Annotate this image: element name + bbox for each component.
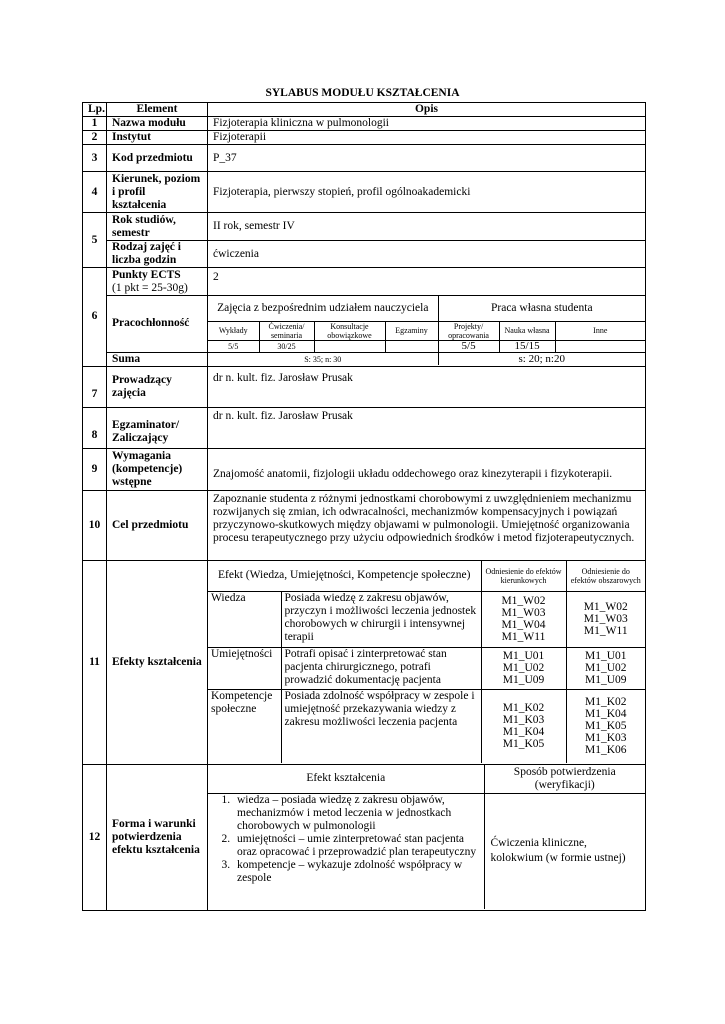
outcome-row bbox=[208, 591, 645, 647]
table-row bbox=[83, 490, 646, 560]
table-row bbox=[83, 131, 646, 145]
row-number: 10 bbox=[83, 490, 107, 560]
code: M1_U09 bbox=[584, 674, 627, 686]
col-wyklady: Wykłady bbox=[208, 321, 259, 340]
col-inne: Inne bbox=[555, 321, 645, 340]
col-egzaminy: Egzaminy bbox=[385, 321, 438, 340]
ects-label: Punkty ECTS bbox=[112, 268, 181, 281]
row-element: Cel przedmiotu bbox=[107, 490, 208, 560]
outcome-header: Efekt (Wiedza, Umiejętności, Kompetencje społeczne) bbox=[208, 561, 481, 591]
row-element: Kierunek, poziom i profil kształcenia bbox=[107, 172, 208, 213]
code: M1_K03 bbox=[502, 714, 545, 727]
outcome-category: Kompetencje społeczne bbox=[208, 689, 281, 763]
effect-list bbox=[211, 794, 481, 885]
verification-method: Ćwiczenia kliniczne, kolokwium (w formie ustnej) bbox=[484, 793, 645, 909]
outcome-row bbox=[208, 689, 645, 763]
code: M1_K02 bbox=[584, 696, 627, 709]
val-inne bbox=[555, 340, 645, 352]
own-work-header: Praca własna studenta bbox=[438, 296, 645, 321]
sum-cell bbox=[208, 352, 646, 366]
col-projekty: Projekty/ opracowania bbox=[438, 321, 499, 340]
code: M1_W11 bbox=[583, 625, 628, 637]
learning-outcomes-cell bbox=[208, 560, 646, 764]
code: M1_K04 bbox=[584, 708, 627, 721]
row-element: Wymagania (kompetencje) wstępne bbox=[107, 448, 208, 490]
table-row bbox=[83, 268, 646, 296]
table-row bbox=[83, 352, 646, 366]
table-row bbox=[83, 145, 646, 172]
outcome-category: Wiedza bbox=[208, 591, 281, 647]
code: M1_K03 bbox=[584, 732, 627, 745]
document-title: SYLABUS MODUŁU KSZTAŁCENIA bbox=[265, 87, 460, 99]
row-element: Rodzaj zajęć i liczba godzin bbox=[107, 241, 208, 268]
row-number: 12 bbox=[83, 764, 107, 910]
row-element: Pracochłonność bbox=[107, 296, 208, 353]
row-element: Forma i warunki potwierdzenia efektu kształcenia bbox=[107, 764, 208, 910]
table-header-row bbox=[83, 103, 646, 117]
list-item: 1. wiedza – posiada wiedzę z zakresu objawów, mechanizmów i metod leczenia w jednostkach chorobowych w pulmonologii bbox=[233, 794, 481, 833]
code: M1_W11 bbox=[501, 631, 546, 643]
area-codes bbox=[566, 591, 645, 647]
list-item: 3. kompetencje – wykazuje zdolność współpracy w zespole bbox=[233, 859, 481, 885]
outcome-description: Potrafi opisać i zinterpretować stan pacjenta chirurgicznego, potrafi prowadzić dokumentację pacjenta bbox=[281, 647, 481, 689]
row-element: Rok studiów, semestr bbox=[107, 213, 208, 241]
list-item: 2. umiejętności – umie zinterpretować stan pacjenta oraz opracować i przeprowadzić plan terapeutyczny bbox=[233, 833, 481, 859]
code: M1_K02 bbox=[502, 702, 545, 715]
table-row bbox=[83, 172, 646, 213]
table-row bbox=[83, 117, 646, 131]
row-description: Znajomość anatomii, fizjologii układu oddechowego oraz kinezyterapii i fizykoterapii. bbox=[208, 448, 646, 490]
code: M1_U09 bbox=[502, 674, 545, 686]
col-nauka: Nauka własna bbox=[499, 321, 555, 340]
row-description: dr n. kult. fiz. Jarosław Prusak bbox=[208, 407, 646, 448]
val-wyklady: 5/5 bbox=[208, 340, 259, 352]
code: M1_W02 bbox=[501, 595, 546, 607]
sum-table bbox=[208, 353, 645, 365]
row-element: Suma bbox=[107, 352, 208, 366]
direction-codes bbox=[481, 689, 566, 763]
contact-hours-header: Zajęcia z bezpośrednim udziałem nauczyciela bbox=[208, 296, 438, 321]
row-description: 2 bbox=[208, 268, 646, 296]
row-element: Nazwa modułu bbox=[107, 117, 208, 131]
sum-own: s: 20; n:20 bbox=[438, 353, 645, 365]
outcome-description: Posiada zdolność współpracy w zespole i umiejętność przekazywania wiedzy z zakresu możliwości leczenia pacjenta bbox=[281, 689, 481, 763]
learning-outcomes-table bbox=[208, 561, 645, 763]
workload-cell bbox=[208, 296, 646, 353]
code: M1_K04 bbox=[502, 726, 545, 739]
ects-note: (1 pkt = 25-30g) bbox=[112, 281, 188, 294]
header-opis: Opis bbox=[208, 103, 646, 117]
row-number: 11 bbox=[83, 560, 107, 764]
syllabus-table bbox=[82, 102, 646, 911]
row-number: 2 bbox=[83, 131, 107, 145]
row-element: Efekty kształcenia bbox=[107, 560, 208, 764]
sum-contact: S: 35; n: 30 bbox=[208, 353, 438, 365]
table-row bbox=[83, 560, 646, 764]
direction-codes bbox=[481, 647, 566, 689]
outcome-row bbox=[208, 647, 645, 689]
row-element: Egzaminator/ Zaliczający bbox=[107, 407, 208, 448]
row-number: 9 bbox=[83, 448, 107, 490]
effect-header: Efekt kształcenia bbox=[208, 765, 484, 793]
code: M1_U01 bbox=[502, 650, 545, 662]
code: M1_K06 bbox=[584, 744, 627, 757]
code: M1_W03 bbox=[583, 613, 628, 625]
table-row bbox=[83, 213, 646, 241]
code: M1_W04 bbox=[501, 619, 546, 631]
outcome-description: Posiada wiedzę z zakresu objawów, przyczyn i możliwości leczenia jednostek chorobowych w chirurgii i intensywnej terapii bbox=[281, 591, 481, 647]
row-element: Prowadzący zajęcia bbox=[107, 366, 208, 407]
area-codes bbox=[566, 647, 645, 689]
col-cwiczenia: Ćwiczenia/ seminaria bbox=[259, 321, 314, 340]
table-row bbox=[83, 764, 646, 910]
row-number: 5 bbox=[83, 213, 107, 268]
direction-codes bbox=[481, 591, 566, 647]
table-row bbox=[83, 296, 646, 353]
row-description: Zapoznanie studenta z różnymi jednostkami chorobowymi z uwzględnieniem mechanizmu rozwijanych się zmian, ich odwracalności, mechanizmów kompensacyjnych i powiązań przyczynowo-skutkowych między objawami w pulmonologii. Umiejętność organizowania procesu terapeutycznego przy użyciu odpowiednich środków i metod fizjoterapeutycznych. bbox=[208, 490, 646, 560]
area-ref-header: Odniesienie do efektów obszarowych bbox=[566, 561, 645, 591]
row-number: 3 bbox=[83, 145, 107, 172]
val-egzaminy bbox=[385, 340, 438, 352]
header-lp: Lp. bbox=[83, 103, 107, 117]
code: M1_K05 bbox=[584, 720, 627, 733]
row-number: 7 bbox=[83, 366, 107, 407]
table-row bbox=[83, 241, 646, 268]
direction-ref-header: Odniesienie do efektów kierunkowych bbox=[481, 561, 566, 591]
table-row bbox=[83, 366, 646, 407]
code: M1_W03 bbox=[501, 607, 546, 619]
effect-list-cell bbox=[208, 793, 484, 909]
table-row bbox=[83, 448, 646, 490]
verification-cell bbox=[208, 764, 646, 910]
code: M1_U02 bbox=[502, 662, 545, 674]
row-description: ćwiczenia bbox=[208, 241, 646, 268]
val-konsultacje bbox=[314, 340, 385, 352]
row-description: Fizjoterapia, pierwszy stopień, profil ogólnoakademicki bbox=[208, 172, 646, 213]
verification-table bbox=[208, 765, 645, 909]
outcome-category: Umiejętności bbox=[208, 647, 281, 689]
row-description: Fizjoterapii bbox=[208, 131, 646, 145]
row-element bbox=[107, 268, 208, 296]
row-number: 1 bbox=[83, 117, 107, 131]
code: M1_W02 bbox=[583, 601, 628, 613]
workload-table bbox=[208, 296, 645, 352]
header-element: Element bbox=[107, 103, 208, 117]
code: M1_U02 bbox=[584, 662, 627, 674]
row-description: dr n. kult. fiz. Jarosław Prusak bbox=[208, 366, 646, 407]
val-cwiczenia: 30/25 bbox=[259, 340, 314, 352]
row-number: 6 bbox=[83, 268, 107, 367]
col-konsultacje: Konsultacje obowiązkowe bbox=[314, 321, 385, 340]
method-header: Sposób potwierdzenia (weryfikacji) bbox=[484, 765, 645, 793]
row-description: P_37 bbox=[208, 145, 646, 172]
table-row bbox=[83, 407, 646, 448]
code: M1_K05 bbox=[502, 738, 545, 751]
row-description: Fizjoterapia kliniczna w pulmonologii bbox=[208, 117, 646, 131]
row-description: II rok, semestr IV bbox=[208, 213, 646, 241]
row-number: 4 bbox=[83, 172, 107, 213]
row-element: Instytut bbox=[107, 131, 208, 145]
code: M1_U01 bbox=[584, 650, 627, 662]
row-element: Kod przedmiotu bbox=[107, 145, 208, 172]
area-codes bbox=[566, 689, 645, 763]
row-number: 8 bbox=[83, 407, 107, 448]
val-nauka: 15/15 bbox=[499, 340, 555, 352]
val-projekty: 5/5 bbox=[438, 340, 499, 352]
